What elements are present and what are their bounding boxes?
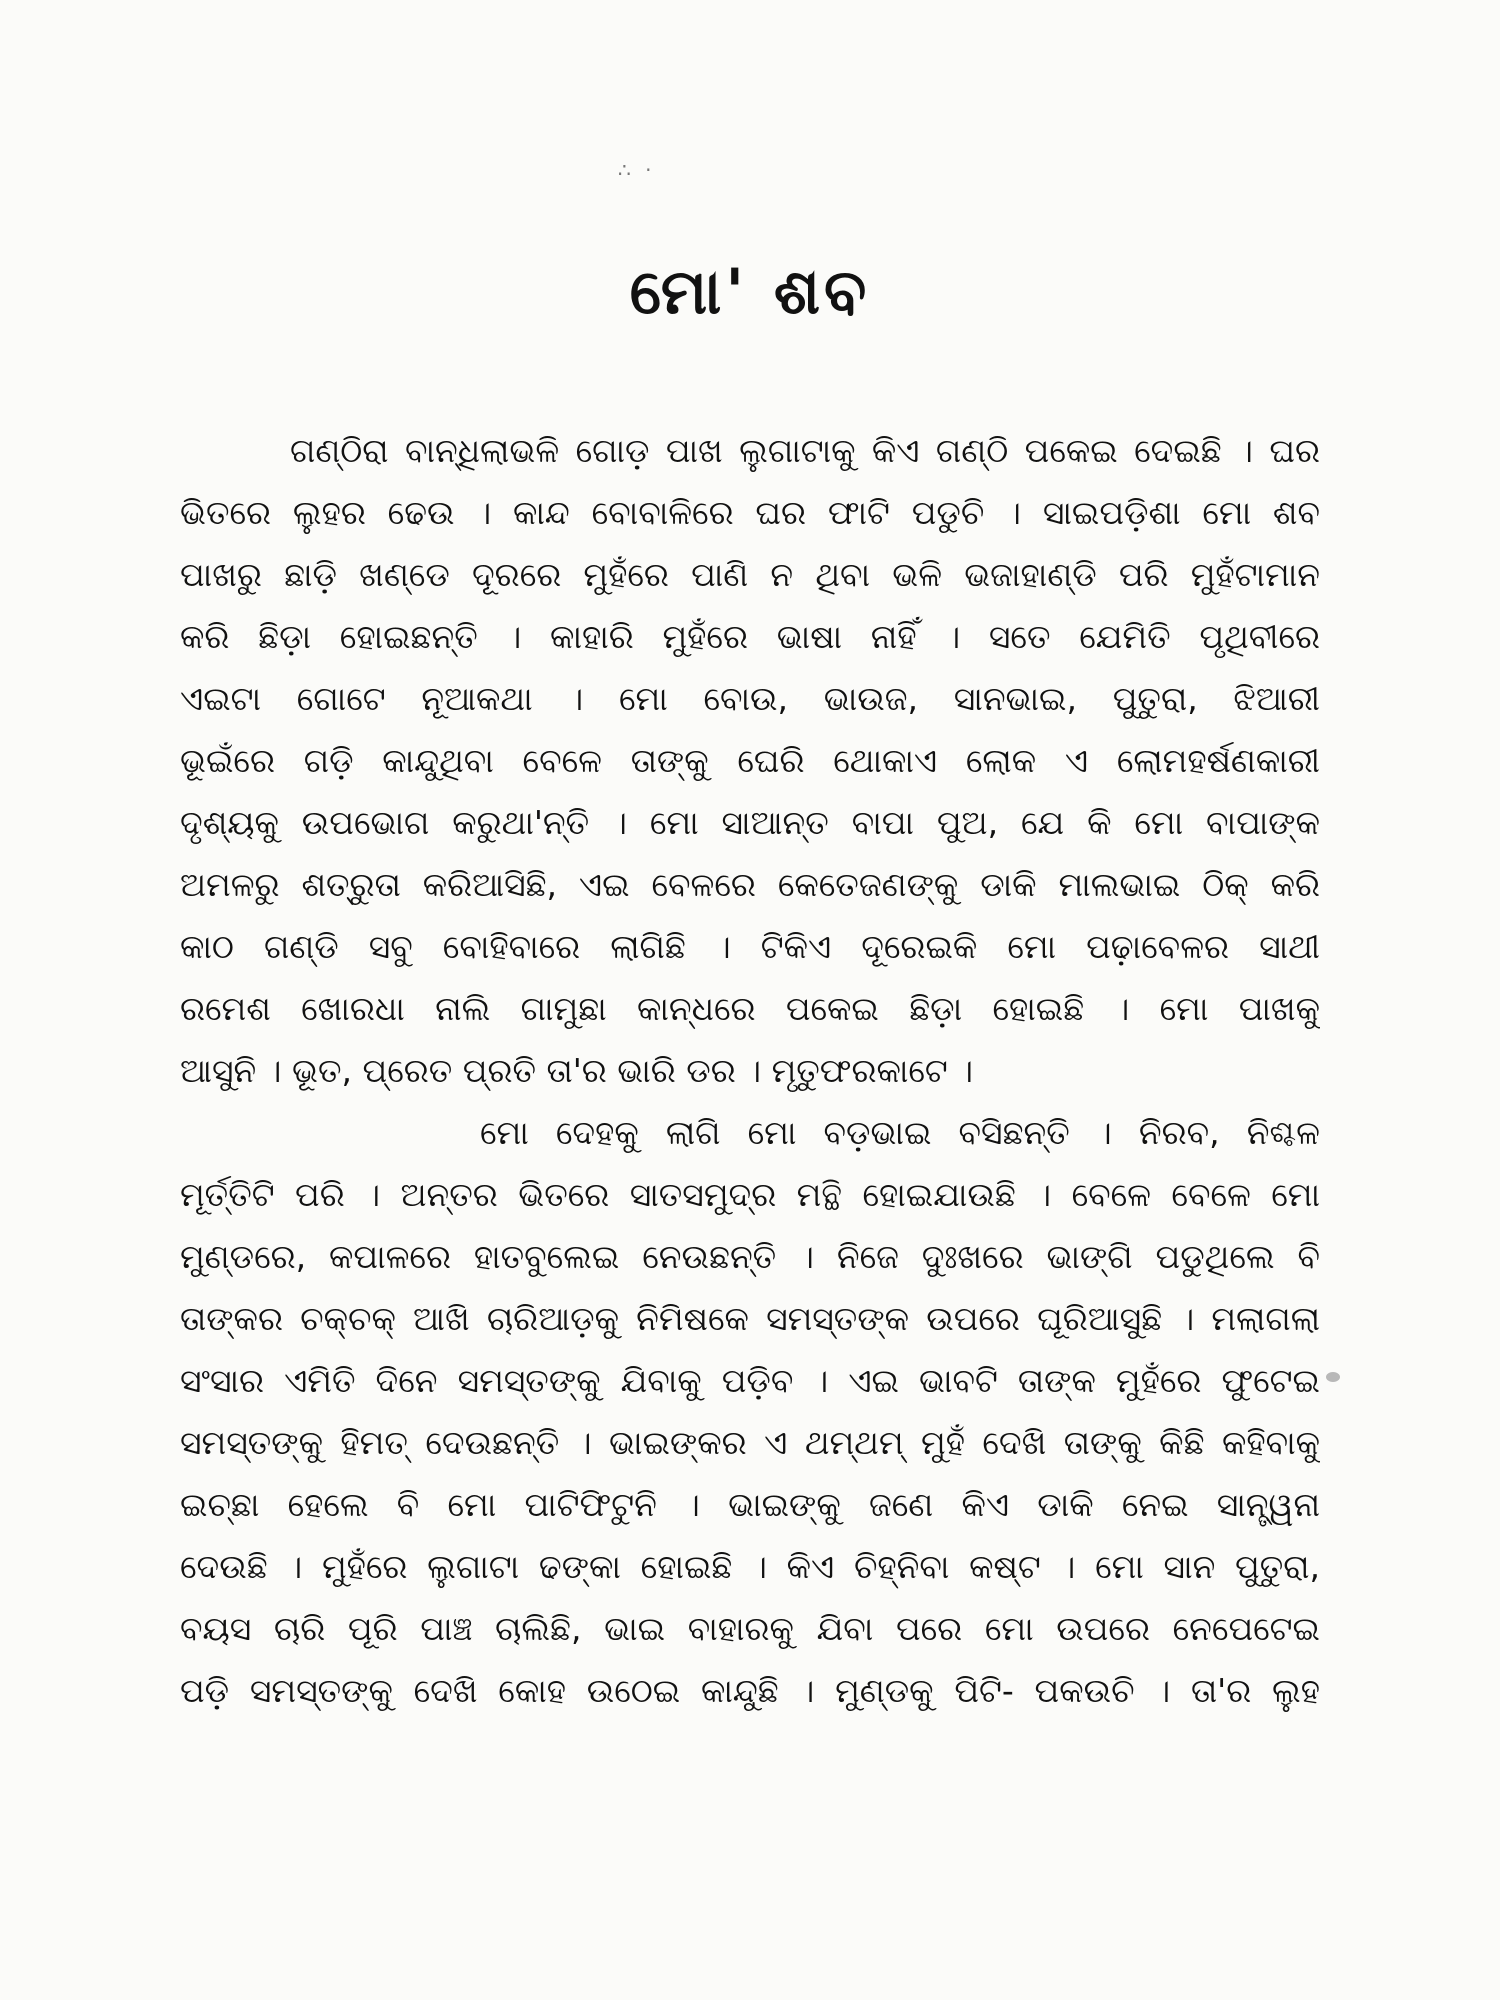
text-line-19: ଦେଉଛି । ମୁହଁରେ ଲୁଗାଟା ଢଙ୍କା ହୋଇଛି । କିଏ ଚିହ୍ନିବା କଷ୍ଟ । ମୋ ସାନ ପୁତୁରା, (180, 1547, 1320, 1586)
text-line-18: ଇଚ୍ଛା ହେଲେ ବି ମୋ ପାଟିଫିଟୁନି । ଭାଇଙ୍କୁ ଜଣେ କିଏ ଡାକି ନେଇ ସାନ୍ତ୍ୱନା (180, 1485, 1320, 1524)
text-line-12: ମୋ ଦେହକୁ ଲାଗି ମୋ ବଡ଼ଭାଇ ବସିଛନ୍ତି । ନିରବ, ନିଶ୍ଚଳ (480, 1113, 1320, 1152)
text-line-17: ସମସ୍ତଙ୍କୁ ହିମତ୍ ଦେଉଛନ୍ତି । ଭାଇଙ୍କର ଏ ଥମ୍ଥମ୍ ମୁହଁ ଦେଖି ତାଙ୍କୁ କିଛି କହିବାକୁ (180, 1423, 1320, 1462)
text-line-20: ବୟସ ଚାରି ପୂରି ପାଞ୍ଚ ଚାଲିଛି, ଭାଇ ବାହାରକୁ ଯିବା ପରେ ମୋ ଉପରେ ନେପେଟେଇ (180, 1609, 1320, 1648)
text-line-13: ମୂର୍ତ୍ତିଟି ପରି । ଅନ୍ତର ଭିତରେ ସାତସମୁଦ୍ର ମନ୍ଥି ହୋଇଯାଉଛି । ବେଳେ ବେଳେ ମୋ (180, 1175, 1320, 1214)
text-line-9: କାଠ ଗଣ୍ଡି ସବୁ ବୋହିବାରେ ଲାଗିଛି । ଟିକିଏ ଦୂରେଇକି ମୋ ପଢ଼ାବେଳର ସାଥୀ (180, 927, 1320, 966)
body-text (180, 420, 1320, 1722)
text-line-4: କରି ଛିଡ଼ା ହୋଇଛନ୍ତି । କାହାରି ମୁହଁରେ ଭାଷା ନାହିଁ । ସତେ ଯେମିତି ପୃଥିବୀରେ (180, 617, 1320, 656)
text-line-11: ଆସୁନି । ଭୂତ, ପ୍ରେତ ପ୍ରତି ତା'ର ଭାରି ଡର । ମୃତୁଫରକାଟେ । (180, 1051, 974, 1090)
page-mark: ∴ · (618, 158, 656, 182)
ink-spot (1326, 1372, 1340, 1382)
text-line-10: ରମେଶ ଖୋରଧା ନାଲି ଗାମୁଛା କାନ୍ଧରେ ପକେଇ ଛିଡ଼ା ହୋଇଛି । ମୋ ପାଖକୁ (180, 989, 1320, 1028)
page-title: ମୋ' ଶବ (629, 255, 871, 328)
text-line-15: ତାଙ୍କର ଚକ୍ଚକ୍ ଆଖି ଚାରିଆଡ଼କୁ ନିମିଷକେ ସମସ୍ତଙ୍କ ଉପରେ ଘୂରିଆସୁଛି । ମଲାଗଲା (180, 1299, 1320, 1338)
text-line-8: ଅମଳରୁ ଶତ୍ରୁତା କରିଆସିଛି, ଏଇ ବେଳରେ କେତେଜଣଙ୍କୁ ଡାକି ମାଲଭାଇ ଠିକ୍ କରି (180, 865, 1320, 904)
text-line-14: ମୁଣ୍ଡରେ, କପାଳରେ ହାତବୁଲେଇ ନେଉଛନ୍ତି । ନିଜେ ଦୁଃଖରେ ଭାଙ୍ଗି ପଡୁଥିଲେ ବି (180, 1237, 1320, 1276)
text-line-7: ଦୃଶ୍ୟକୁ ଉପଭୋଗ କରୁଥା'ନ୍ତି । ମୋ ସାଆନ୍ତ ବାପା ପୁଅ, ଯେ କି ମୋ ବାପାଙ୍କ (180, 803, 1320, 842)
text-line-1: ଗଣ୍ଠିରା ବାନ୍ଧିଲାଭଳି ଗୋଡ଼ ପାଖ ଲୁଗାଟାକୁ କିଏ ଗଣ୍ଠି ପକେଇ ଦେଇଛି । ଘର (290, 431, 1320, 470)
text-line-21: ପଡ଼ି ସମସ୍ତଙ୍କୁ ଦେଖି କୋହ ଉଠେଇ କାନ୍ଦୁଛି । ମୁଣ୍ଡକୁ ପିଟି- ପକଉଚି । ତା'ର ଲୁହ (180, 1671, 1320, 1710)
text-line-6: ଭୂଇଁରେ ଗଡ଼ି କାନ୍ଦୁଥିବା ବେଳେ ତାଙ୍କୁ ଘେରି ଥୋକାଏ ଲୋକ ଏ ଲୋମହର୍ଷଣକାରୀ (180, 741, 1320, 780)
text-line-5: ଏଇଟା ଗୋଟେ ନୂଆକଥା । ମୋ ବୋଉ, ଭାଉଜ, ସାନଭାଇ, ପୁତୁରା, ଝିଆରୀ (180, 679, 1320, 718)
text-line-16: ସଂସାର ଏମିତି ଦିନେ ସମସ୍ତଙ୍କୁ ଯିବାକୁ ପଡ଼ିବ । ଏଇ ଭାବଟି ତାଙ୍କ ମୁହଁରେ ଫୁଟେଇ (180, 1361, 1320, 1400)
text-line-2: ଭିତରେ ଲୁହର ଢେଉ । କାନ୍ଦ ବୋବାଳିରେ ଘର ଫାଟି ପଡୁଚି । ସାଇପଡ଼ିଶା ମୋ ଶବ (180, 493, 1320, 532)
text-line-3: ପାଖରୁ ଛାଡ଼ି ଖଣ୍ଡେ ଦୂରରେ ମୁହଁରେ ପାଣି ନ ଥିବା ଭଳି ଭଜାହାଣ୍ଡି ପରି ମୁହଁଟାମାନ (180, 555, 1320, 594)
